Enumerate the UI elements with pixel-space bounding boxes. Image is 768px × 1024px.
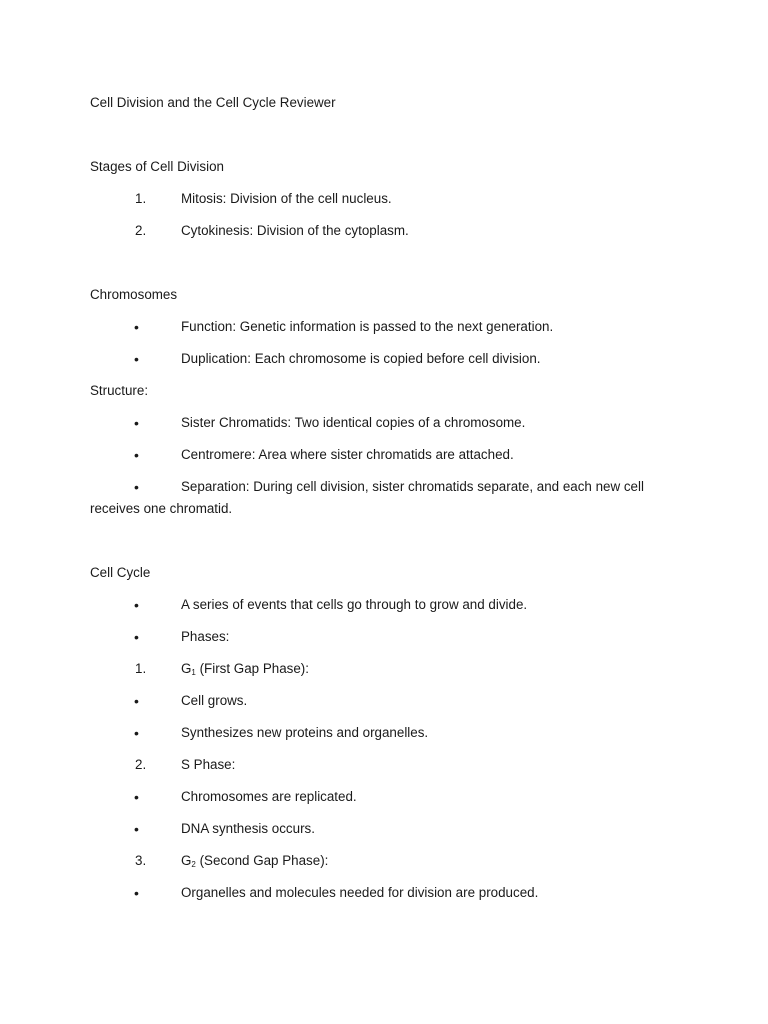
list-item [0, 693, 768, 709]
bullet-icon: • [134, 885, 139, 901]
bullet-icon: • [134, 597, 139, 613]
bullet-icon: • [134, 693, 139, 709]
list-item-text: Mitosis: Division of the cell nucleus. [181, 191, 392, 206]
bullet-icon: • [134, 319, 139, 335]
list-item [0, 821, 768, 837]
list-number: 1. [135, 191, 147, 206]
phase-heading-s: S Phase: [181, 757, 236, 772]
phase-description: (Second Gap Phase): [195, 853, 329, 868]
document-title: Cell Division and the Cell Cycle Reviewer [90, 95, 336, 110]
phase-heading-g2 [181, 853, 328, 869]
list-item-g1-phase [0, 661, 768, 677]
list-item-separation [0, 479, 768, 495]
list-number: 2. [135, 223, 147, 238]
bullet-icon: • [134, 479, 139, 495]
list-item-text: Cytokinesis: Division of the cytoplasm. [181, 223, 409, 238]
list-item-text: Sister Chromatids: Two identical copies of a chromosome. [181, 415, 526, 430]
list-item-text-continuation: receives one chromatid. [90, 501, 233, 516]
list-number: 1. [135, 661, 147, 676]
list-item-s-phase [0, 757, 768, 773]
list-item-g2-phase [0, 853, 768, 869]
list-item-text: Duplication: Each chromosome is copied before cell division. [181, 351, 541, 366]
bullet-icon: • [134, 789, 139, 805]
phase-subscript: 1 [191, 668, 196, 677]
list-item-text: Function: Genetic information is passed to the next generation. [181, 319, 554, 334]
section-heading-cell-cycle: Cell Cycle [90, 565, 151, 580]
list-number: 2. [135, 757, 147, 772]
bullet-icon: • [134, 725, 139, 741]
list-item-text: Separation: During cell division, sister chromatids separate, and each new cell [181, 479, 644, 494]
list-item-text: Chromosomes are replicated. [181, 789, 357, 804]
phase-subscript: 2 [191, 860, 196, 869]
list-number: 3. [135, 853, 147, 868]
bullet-icon: • [134, 629, 139, 645]
structure-label: Structure: [90, 383, 149, 398]
section-heading-stages: Stages of Cell Division [90, 159, 224, 174]
phase-heading-g1 [181, 661, 309, 677]
list-item [0, 351, 768, 367]
bullet-icon: • [134, 415, 139, 431]
list-item [0, 597, 768, 613]
list-item [0, 191, 768, 207]
list-item-text: DNA synthesis occurs. [181, 821, 315, 836]
list-item [0, 319, 768, 335]
list-item [0, 629, 768, 645]
list-item-text: Phases: [181, 629, 230, 644]
list-item-text: Centromere: Area where sister chromatids are attached. [181, 447, 514, 462]
list-item-text: A series of events that cells go through to grow and divide. [181, 597, 528, 612]
list-item [0, 415, 768, 431]
bullet-icon: • [134, 351, 139, 367]
bullet-icon: • [134, 821, 139, 837]
list-item-text: Organelles and molecules needed for division are produced. [181, 885, 539, 900]
list-item [0, 725, 768, 741]
bullet-icon: • [134, 447, 139, 463]
phase-description: (First Gap Phase): [195, 661, 309, 676]
phase-letter: G [181, 661, 192, 676]
section-heading-chromosomes: Chromosomes [90, 287, 178, 302]
list-item-text: Synthesizes new proteins and organelles. [181, 725, 429, 740]
list-item [0, 789, 768, 805]
list-item [0, 447, 768, 463]
list-item-text: Cell grows. [181, 693, 248, 708]
phase-letter: G [181, 853, 192, 868]
list-item [0, 223, 768, 239]
list-item [0, 885, 768, 901]
